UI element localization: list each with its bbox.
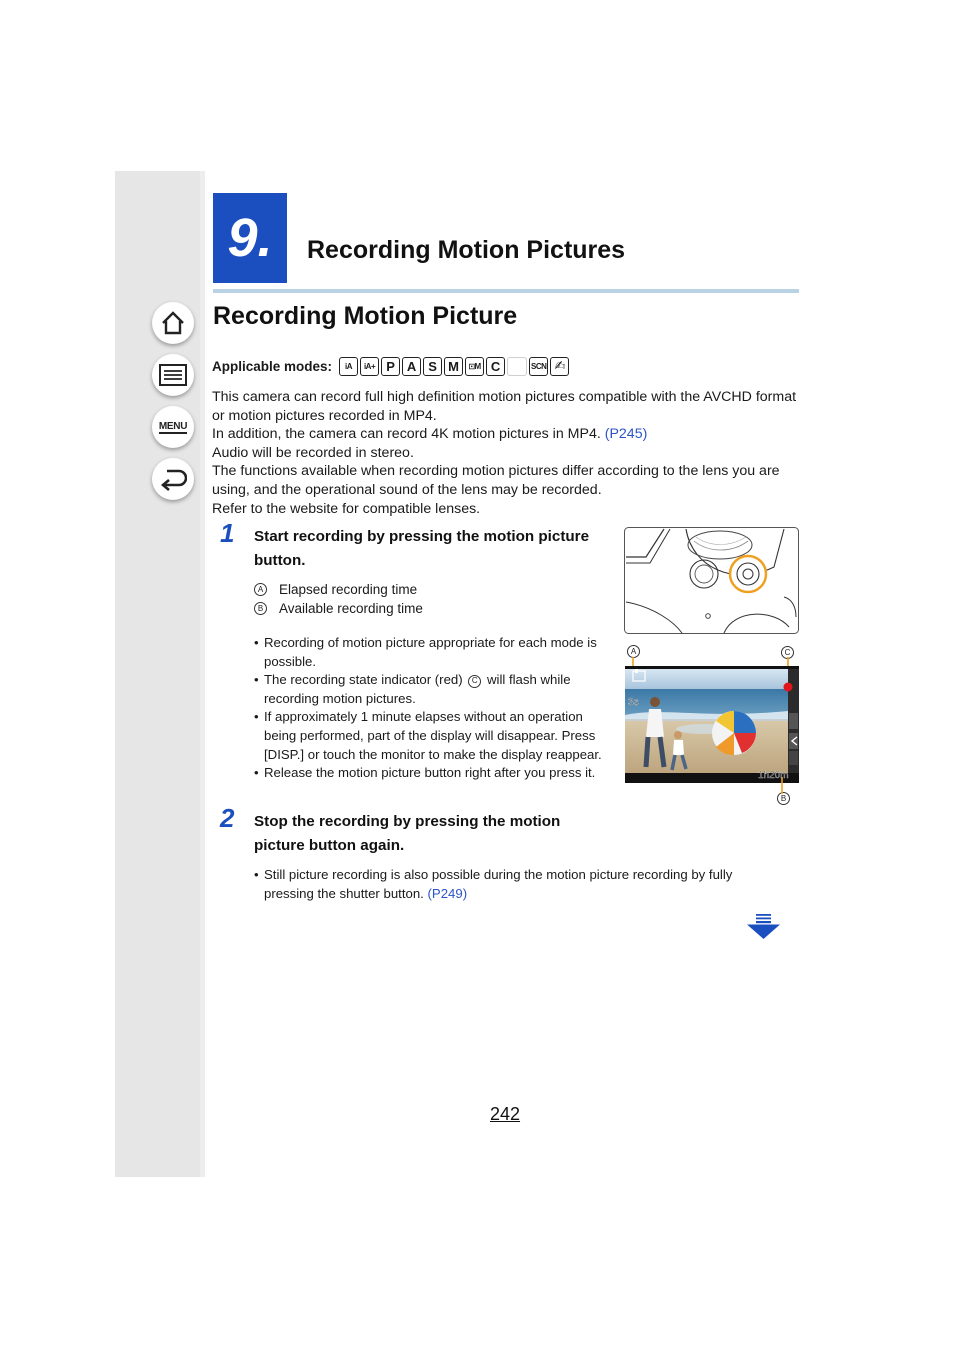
legend-item-b <box>254 601 423 616</box>
step-2-title: Stop the recording by pressing the motion picture button again. <box>254 813 561 854</box>
note-item: • Release the motion picture button right after you press it. <box>254 764 616 783</box>
intro-line: The functions available when recording motion pictures differ according to the lens you are using, and the operational sound of the lens may be recorded. <box>212 463 780 498</box>
mode-a-icon: A <box>402 357 421 376</box>
mode-creative-video-icon: ⊡M <box>465 357 484 376</box>
intro-line: This camera can record full high definition motion pictures compatible with the AVCHD format or motion pictures recorded in MP4. <box>212 389 797 424</box>
next-page-arrow-icon <box>747 914 780 940</box>
legend-text: Available recording time <box>279 601 423 616</box>
link-p245[interactable]: (P245) <box>604 426 648 443</box>
legend-text: Elapsed recording time <box>279 582 418 597</box>
sidebar-edge <box>200 171 205 1177</box>
chapter-number: 9. <box>227 208 273 268</box>
remaining-time: 1h20m <box>758 770 789 781</box>
note-item: • Still picture recording is also possible during the motion picture recording by fully pressing the shutter button. (P249) <box>254 866 774 903</box>
intro-line: In addition, the camera can record 4K motion pictures in MP4. (P245) <box>212 426 648 443</box>
mode-creative-control-icon: ✍ <box>550 357 569 376</box>
return-icon <box>159 467 187 491</box>
intro-text <box>212 388 802 518</box>
intro-line: Refer to the website for compatible lenses. <box>212 500 481 517</box>
note-item: • If approximately 1 minute elapses without an operation being performed, part of the display will disappear. Press [DISP.] or touch the monitor to make the display reappear. <box>254 708 616 764</box>
step-2-notes <box>254 866 774 903</box>
chapter-title: Recording Motion Pictures <box>307 236 626 264</box>
mode-ia-icon: iA <box>339 357 358 376</box>
mode-m-icon: M <box>444 357 463 376</box>
contents-button[interactable] <box>152 354 194 396</box>
chapter-divider <box>213 289 799 293</box>
menu-label: MENU <box>158 420 188 432</box>
chapter-number-box <box>213 193 287 283</box>
step-1-notes <box>254 634 616 783</box>
applicable-modes-label: Applicable modes: <box>212 358 333 374</box>
elapsed-time: 3s <box>628 697 639 708</box>
mode-s-icon: S <box>423 357 442 376</box>
callout-a: A <box>627 645 640 658</box>
mode-scn-icon: SCN <box>529 357 548 376</box>
camera-button-illustration <box>624 527 799 639</box>
callout-c-mark: C <box>468 675 481 688</box>
step-2-number: 2 <box>220 803 235 833</box>
page-number: 242 <box>490 1104 521 1124</box>
menu-button[interactable] <box>152 406 194 448</box>
callout-b-mark: B <box>254 602 267 615</box>
back-button[interactable] <box>152 458 194 500</box>
note-item: • The recording state indicator (red) C will flash while recording motion pictures. <box>254 671 616 708</box>
home-button[interactable] <box>152 302 194 344</box>
callout-b: B <box>777 792 790 805</box>
legend-item-a <box>254 582 417 597</box>
list-icon <box>159 364 187 386</box>
home-icon <box>160 310 186 336</box>
callout-c: C <box>781 646 794 659</box>
step-1-title: Start recording by pressing the motion picture button. <box>254 528 590 569</box>
link-p249[interactable]: (P249) <box>427 885 468 901</box>
recording-screen-illustration <box>624 657 800 799</box>
mode-panorama-icon <box>507 357 527 376</box>
note-item: • Recording of motion picture appropriate for each mode is possible. <box>254 634 616 671</box>
mode-p-icon: P <box>381 357 400 376</box>
page-title: Recording Motion Picture <box>213 302 518 330</box>
callout-a-mark: A <box>254 583 267 596</box>
intro-line: Audio will be recorded in stereo. <box>212 444 414 461</box>
applicable-modes <box>212 355 571 377</box>
mode-c-icon: C <box>486 357 505 376</box>
mode-ia-plus-icon: iA+ <box>360 357 379 376</box>
next-page-button[interactable] <box>747 914 780 945</box>
recording-indicator <box>784 683 793 692</box>
step-1-number: 1 <box>220 518 235 548</box>
